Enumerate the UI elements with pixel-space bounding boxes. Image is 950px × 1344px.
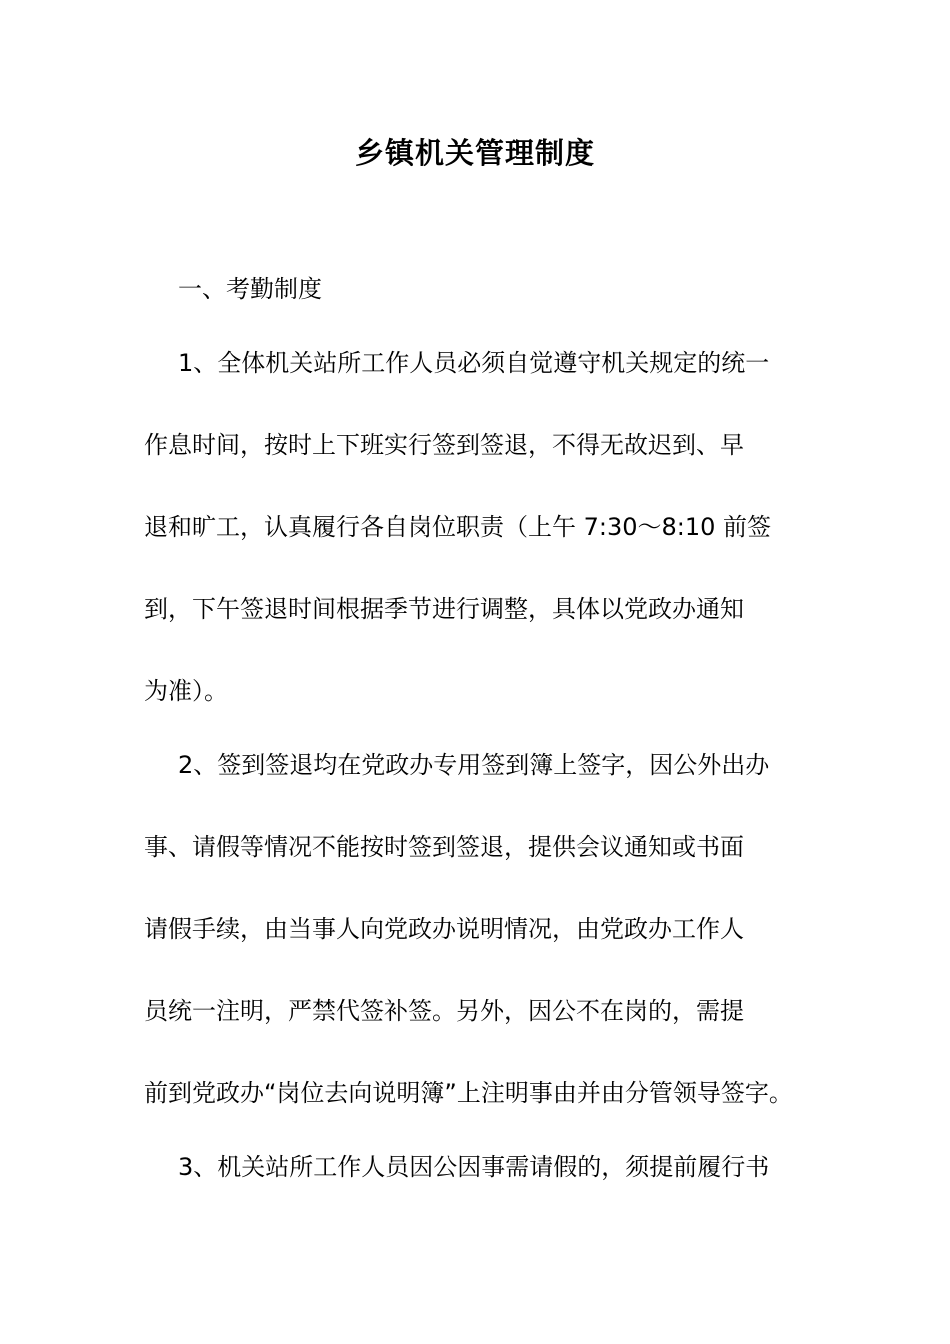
paragraph-line: 请假手续，由当事人向党政办说明情况，由党政办工作人 [144,915,744,943]
paragraph-line: 作息时间，按时上下班实行签到签退，不得无故迟到、早 [144,431,744,459]
paragraph-line: 事、请假等情况不能按时签到签退，提供会议通知或书面 [144,833,744,861]
paragraph-line: 3、机关站所工作人员因公因事需请假的，须提前履行书 [178,1153,770,1181]
section-heading: 一、考勤制度 [178,275,322,303]
paragraph-line: 员统一注明，严禁代签补签。另外，因公不在岗的，需提 [144,997,744,1025]
paragraph-line: 为准）。 [144,677,228,705]
paragraph-line: 退和旷工，认真履行各自岗位职责（上午 7:30～8:10 前签 [144,513,772,541]
paragraph-line: 前到党政办“岗位去向说明簿”上注明事由并由分管领导签字。 [144,1079,793,1107]
document-title: 乡镇机关管理制度 [354,136,595,170]
paragraph-line: 到，下午签退时间根据季节进行调整，具体以党政办通知 [144,595,744,623]
paragraph-line: 1、全体机关站所工作人员必须自觉遵守机关规定的统一 [178,349,770,377]
paragraph-line: 2、签到签退均在党政办专用签到簿上签字，因公外出办 [178,751,770,779]
